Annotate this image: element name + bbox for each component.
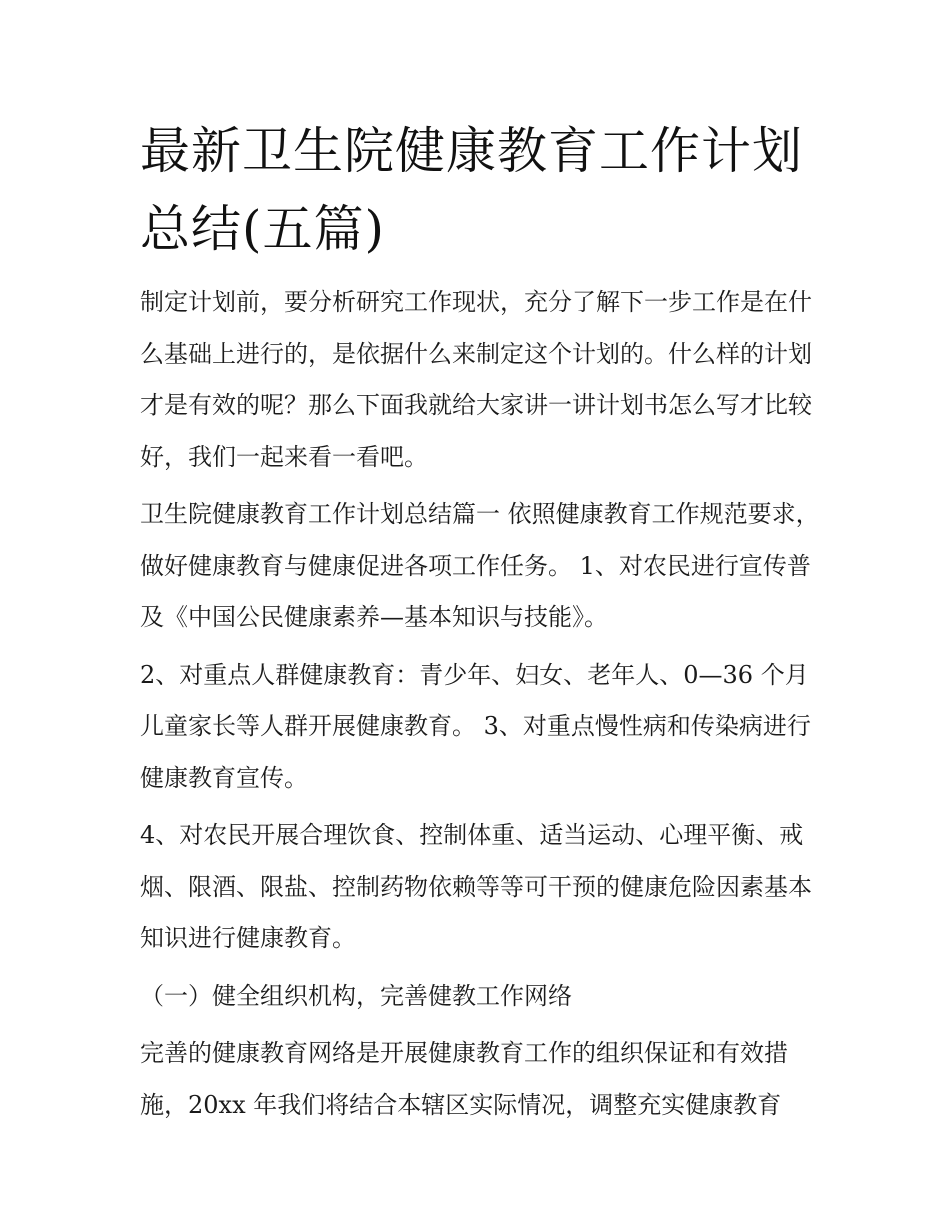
paragraph-network: 完善的健康教育网络是开展健康教育工作的组织保证和有效措施，20xx 年我们将结合本辖区实际情况，调整充实健康教育 bbox=[140, 1039, 788, 1119]
document-body bbox=[140, 277, 820, 1137]
paragraph-intro: 制定计划前，要分析研究工作现状，充分了解下一步工作是在什么基础上进行的，是依据什么来制定这个计划的。什么样的计划才是有效的呢？那么下面我就给大家讲一讲计划书怎么写才比较好，我们一起来看一看吧。 bbox=[140, 288, 812, 471]
document-title: 最新卫生院健康教育工作计划总结(五篇) bbox=[140, 122, 803, 258]
paragraph-part-one: 卫生院健康教育工作计划总结篇一 依照健康教育工作规范要求，做好健康教育与健康促进各项工作任务。 1、对农民进行宣传普及《中国公民健康素养—基本知识与技能》。 bbox=[140, 500, 820, 631]
paragraph-item-4: 4、对农民开展合理饮食、控制体重、适当运动、心理平衡、戒烟、限酒、限盐、控制药物依赖等等可干预的健康危险因素基本知识进行健康教育。 bbox=[140, 821, 812, 952]
section-heading: （一）健全组织机构，完善健教工作网络 bbox=[140, 981, 572, 1010]
paragraph-item-2-3: 2、对重点人群健康教育：青少年、妇女、老年人、0—36 个月儿童家长等人群开展健康教育。 3、对重点慢性病和传染病进行健康教育宣传。 bbox=[140, 660, 811, 792]
